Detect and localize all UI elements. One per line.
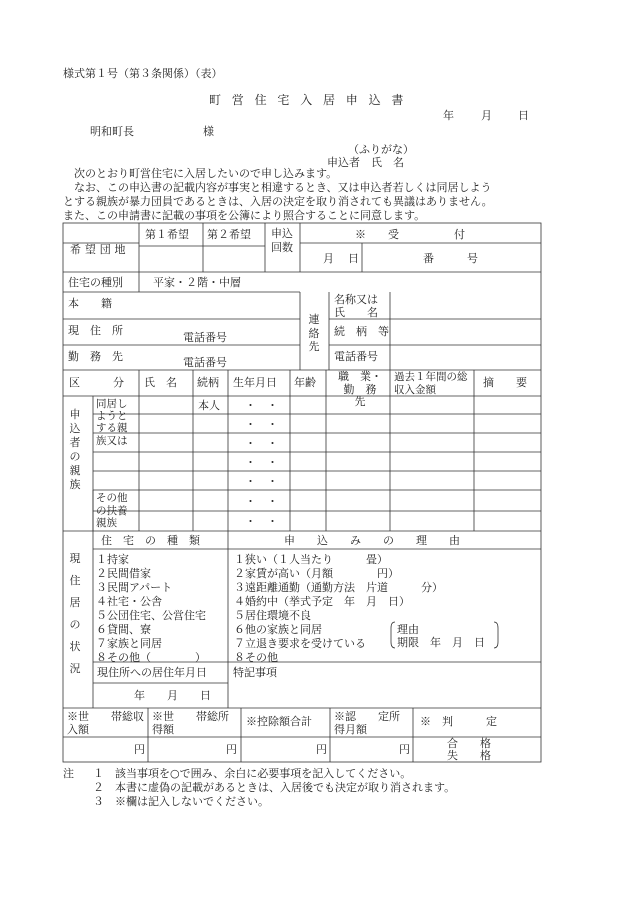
col-shokugyo: 職 業・勤 務 先 (338, 370, 388, 408)
col-kubun: 区 分 (69, 376, 124, 389)
riyu-item: ８その他 (234, 651, 278, 664)
shurui-item: ３民間アパート (96, 581, 173, 594)
riyu-item: １狭い（１人当たり 畳） (234, 553, 388, 566)
riyu-item: ７立退き要求を受けている (234, 637, 366, 650)
col-zokugara: 続柄 (197, 376, 219, 389)
riyu-item: ２家賃が高い（月額 円） (234, 567, 399, 580)
date-day: 日 (518, 109, 529, 122)
addressee: 明和町長 (90, 125, 134, 138)
intro-line-2: なお、この申込書の記載内容が事実と相違するとき、又は申込者若しくは同居しよう (74, 181, 492, 194)
notes-label: 注 (63, 767, 74, 780)
birth-dots-1: ・ ・ (245, 399, 278, 412)
col-seinengappi: 生年月日 (233, 376, 277, 389)
riyu-note-reason: 理由 (397, 623, 419, 636)
kinmusaki-label: 勤 務 先 (68, 350, 123, 363)
genjusho-phone-label: 電話番号 (183, 331, 227, 344)
riyu-note-deadline: 期限 年 月 日 (397, 636, 485, 649)
note-3: ※欄は記入しないでください。 (115, 795, 269, 808)
shurui-item: ４社宅・公舎 (96, 595, 162, 608)
kibou-1-label: 第１希望 (145, 228, 189, 241)
kibou-2-label: 第２希望 (207, 228, 251, 241)
shurui-item: ２民間借家 (96, 567, 151, 580)
birth-dots-2: ・ ・ (245, 418, 278, 431)
uketsuke-day-label: 日 (348, 252, 359, 265)
honseki-label: 本 籍 (68, 297, 112, 310)
note-1: 該当事項を○で囲み、余白に必要事項を記入してください。 (115, 767, 412, 780)
col-tekiyo: 摘 要 (483, 376, 527, 389)
hantei-label: ※ 判 定 (420, 715, 497, 728)
date-month: 月 (481, 109, 492, 122)
tokki-label: 特記事項 (233, 666, 277, 679)
moushikomi-kaisu-label: 申込回数 (271, 227, 293, 254)
setai-shunyu-label: ※世 帯総収入額 (67, 710, 144, 736)
uketsuke-label: ※ 受 付 (355, 228, 465, 241)
col-shimei: 氏 名 (144, 376, 177, 389)
applicant-name-label: 申込者 氏 名 (327, 156, 404, 169)
setai-shotoku-label: ※世 帯総所得額 (152, 710, 229, 736)
doukyo-label: 同居しようとする親族又は (96, 398, 128, 447)
renraku-phone-label: 電話番号 (334, 350, 378, 363)
date-year: 年 (443, 109, 454, 122)
kyojuu-nengappi-label: 現住所への居住年月日 (97, 666, 207, 679)
intro-line-4: また、この申請書に記載の事項を公簿により照合することに同意します。 (63, 209, 426, 222)
shikkaku-label: 失 格 (447, 749, 491, 762)
jutaku-shubetsu-label: 住宅の種別 (68, 276, 123, 289)
nintei-shotoku-label: ※認 定所得月額 (334, 710, 400, 736)
birth-dots-4: ・ ・ (245, 456, 278, 469)
note-2: 本書に虚偽の記載があるときは、入居後でも決定が取り消されます。 (115, 781, 456, 794)
col-shotoku: 過去１年間の総収入金額 (394, 371, 468, 396)
shurui-item: １持家 (96, 553, 129, 566)
kyojuu-date: 年 月 日 (134, 689, 211, 702)
riyu-item: ３遠距離通勤（通勤方法 片道 分） (234, 581, 443, 594)
en-unit-1: 円 (134, 743, 145, 756)
en-unit-4: 円 (399, 743, 410, 756)
birth-dots-3: ・ ・ (245, 437, 278, 450)
furigana-label: （ふりがな） (348, 143, 414, 156)
kinmusaki-phone-label: 電話番号 (183, 356, 227, 369)
shurui-item: ７家族と同居 (96, 637, 162, 650)
col-nenrei: 年齢 (294, 376, 316, 389)
note-2-number: ２ (93, 781, 104, 794)
riyu-item: ４婚約中（挙式予定 年 月 日） (234, 595, 410, 608)
shurui-item: ６貸間、寮 (96, 623, 151, 636)
meisho-shimei-label: 名称又は氏 名 (334, 293, 378, 319)
kibou-danchi-label: 希望団地 (70, 243, 130, 256)
addressee-honorific: 様 (203, 125, 214, 138)
riyu-item: ６他の家族と同居 (234, 623, 322, 636)
riyu-item: ５居住環境不良 (234, 609, 311, 622)
jutaku-shubetsu-value: 平家・２階・中層 (153, 276, 241, 289)
moushikomi-riyu-header: 申 込 み の 理 由 (284, 534, 460, 547)
page-title: 町営住宅入居申込書 (209, 93, 415, 107)
note-1-number: １ (93, 767, 104, 780)
uketsuke-number-label: 番 号 (423, 252, 478, 265)
sonota-label: その他の扶養親族 (96, 492, 128, 529)
intro-line-1: 次のとおり町営住宅に入居したいので申し込みます。 (74, 167, 338, 180)
uketsuke-month-label: 月 (323, 252, 334, 265)
honnin-label: 本人 (198, 399, 220, 412)
birth-dots-6: ・ ・ (245, 495, 278, 508)
shurui-item: ５公団住宅、公営住宅 (96, 609, 206, 622)
genjuu-label: 現住居の状況 (69, 552, 81, 675)
kojo-gokei-label: ※控除額合計 (246, 715, 312, 728)
birth-dots-5: ・ ・ (245, 475, 278, 488)
intro-line-3: とする親族が暴力団員であるときは、入居の決定を取り消されても異議はありません。 (63, 195, 493, 208)
genjusho-label: 現 住 所 (68, 324, 123, 337)
zokugara-tou-label: 続 柄 等 (334, 325, 389, 338)
en-unit-2: 円 (226, 743, 237, 756)
shinzoku-label: 申込者の親族 (69, 408, 81, 491)
note-3-number: ３ (93, 795, 104, 808)
shurui-item: ８その他（ ） (96, 651, 206, 664)
gokaku-label: 合 格 (447, 737, 491, 750)
form-number: 様式第１号（第３条関係）（表） (63, 67, 223, 80)
jutaku-shurui-header: 住 宅 の 種 類 (101, 534, 200, 547)
renrakusaki-label: 連絡先 (308, 313, 320, 353)
birth-dots-7: ・ ・ (245, 515, 278, 528)
en-unit-3: 円 (316, 743, 327, 756)
